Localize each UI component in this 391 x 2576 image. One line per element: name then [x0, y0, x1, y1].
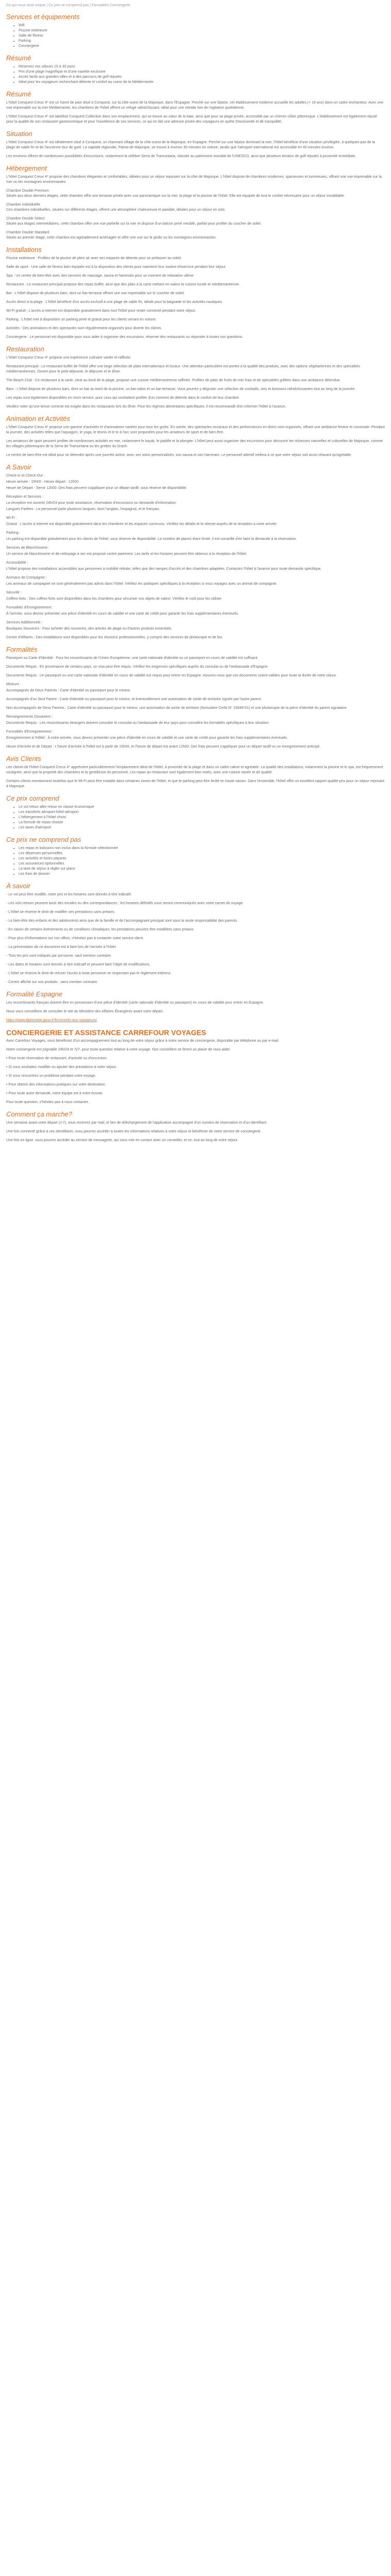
paragraph: Langues Parlées : Le personnel parle plusieurs langues, dont l'anglais, l'espagnol, et le français. [6, 507, 160, 511]
section-title: Résumé [6, 90, 31, 98]
paragraph: Les animaux de compagnie ne sont généralement pas admis dans l'hôtel. Vérifiez les politiques spécifiques à la réception si vous voyagez avec un animal de compagnie. [6, 582, 278, 586]
prix-comprend-section [6, 794, 385, 831]
paragraph: Certains clients mentionnent toutefois que le Wi-Fi peut être instable dans certaines zones de l'hôtel, et que le parking peut être limité en haute saison. Dans l'ensemble, l'hôtel offre un excellent rapport qualité-prix pour un séjour reposant à Majorque. [6, 779, 385, 788]
paragraph: Renseignements Douaniers : [6, 715, 53, 719]
paragraph: Animaux de Compagnie : [6, 576, 47, 580]
paragraph: - Tous les prix sont indiqués par personne, sauf mention contraire. [6, 954, 112, 958]
paragraph: Le centre de bien-être est idéal pour se détendre après une journée active, avec ses soins personnalisés, son sauna et son hammam. Le personnel attentif veillera à ce que votre séjour soit aussi relaxant qu'agréable. [6, 453, 352, 457]
paragraph: Accompagnés de Deux Parents : Carte d'identité ou passeport pour le mineur. [6, 689, 131, 692]
paragraph: L'hôtel Conquest Creux 4* propose une gamme d'activités et d'animations variées pour tous les goûts. En soirée, des spectacles musicaux et des performances en direct sont organisés, offrant une ambiance festive et conviviale. Pendant la journée, des activités telles que l'aquagym, le yoga, le tennis et le tir à l'arc sont proposées pour les amateurs de sport et de bien-être. [6, 426, 385, 434]
paragraph: Check-in et Check-Out : [6, 474, 45, 478]
section-title: Animation et Activités [6, 415, 70, 422]
paragraph: - Les dates et horaires sont donnés à titre indicatif et peuvent faire l'objet de modifications. [6, 963, 151, 967]
resume-list [6, 64, 385, 85]
paragraph: Bar : L'hôtel dispose de plusieurs bars, dont un bar-terrasse offrant une vue imprenable sur le coucher de soleil. [6, 292, 185, 295]
list-item: • Conciergerie [19, 44, 385, 49]
paragraph: Accès direct à la plage : L'hôtel bénéficie d'un accès exclusif à une plage de sable fin, idéale pour la baignade et les activités nautiques. [6, 300, 223, 304]
paragraph: Les clients de l'hôtel Conquest Creux 4* apprécient particulièrement l'emplacement idéal de l'hôtel, à proximité de la plage et dans un cadre calme et agréable. La qualité des installations, notamment la piscine et le spa, est fréquemment soulignée, ainsi que la propreté des chambres et la gentillesse du personnel. Les repas au restaurant sont également bien notés, avec une cuisine variée et de qualité. [6, 766, 383, 774]
room-type-title: Chambre Double Select [6, 217, 45, 221]
services-section [6, 13, 385, 49]
paragraph: Située au premier étage, cette chambre est agréablement aménagée et offre une vue sur le jardin ou les montagnes environnantes. [6, 236, 217, 240]
paragraph: - L'hôtel se réserve le droit de modifier ses prestations sans préavis. [6, 910, 116, 914]
paragraph: - Le bien-être des enfants et des adolescents ainsi que de la famille et de l'accompagnant principal sont sous la seule responsabilité des parents. [6, 919, 238, 923]
services-list [6, 23, 385, 49]
paragraph: Située aux deux derniers étages, cette chambre offre une terrasse privée avec vue panoramique sur la mer, la plage et la piscine de l'hôtel. Elle est équipée de tout le confort nécessaire pour un séjour inoubliable. [6, 194, 345, 198]
paragraph: Centre d'Affaires : Des installations sont disponibles pour les réunions professionnelles, y compris des services de photocopie et de fax. [6, 636, 223, 639]
section-title: Ce prix comprend [6, 794, 59, 802]
paragraph: Wi-Fi gratuit : L'accès à internet est disponible gratuitement dans tout l'hôtel pour rester connecté pendant votre séjour. [6, 309, 197, 313]
section-title: Restauration [6, 345, 44, 353]
section-title: Formalités [6, 646, 38, 653]
list-item: • Les frais de dossier [19, 872, 385, 877]
paragraph: Notre conciergerie est joignable 24h/24 et 7j/7, pour toute question relative à votre voyage. Nos conseillers se feront un plaisir de vous aider. [6, 1048, 231, 1052]
paragraph: L'hôtel Conquest Creux 4* est un havre de paix situé à Conquest, sur la côte ouest de la Majorque, dans l'Espagne. Perché sur une falaise, cet établissement moderne accueille les adultes (+ 16 ans) dans un cadre enchanteur. Avec une vue imprenable sur la mer Méditerranée, les chambres de l'hôtel offrent un refuge rafraîchissant, idéal pour une retraite loin de l'agitation quotidienne. [6, 101, 384, 110]
paragraph: • Pour obtenir des informations pratiques sur votre destination. [6, 1083, 106, 1087]
paragraph: L'hôtel Conquest Creux 4* est idéalement situé à Conquest, un charmant village de la côte ouest de la Majorque, en Espagne. Perché sur une falaise dominant la mer, l'hôtel bénéficie d'une situation privilégiée, à quelques pas de la plage de sable fin et de l'ancienne tour de guet. La capitale régionale, Palma de Majorque, se trouve à environ 30 minutes en voiture, tandis que l'aéroport international est accessible en 40 minutes environ. [6, 141, 375, 149]
section-title: A Savoir [6, 463, 31, 471]
paragraph: Un parking est disponible gratuitement pour les clients de l'hôtel, sous réserve de disponibilité. Le nombre de places étant limité, il est conseillé d'en faire la demande à la réservation. [6, 537, 297, 541]
paragraph: Sécurité : [6, 591, 22, 595]
paragraph: Services de Blanchisserie : [6, 546, 50, 550]
paragraph: Restaurant principal : Le restaurant buffet de l'hôtel offre une large sélection de plats internationaux et locaux. Une attention particulière est portée à la qualité des produits, avec des options végétariennes et des spécialités méditerranéennes. Ouvert pour le petit-déjeuner, le déjeuner et le dîner. [6, 365, 360, 374]
list-item: • Accès facile aux grandes villes et à des parcours de golf réputés [19, 75, 385, 80]
room-type-title: Chambre Double Premium [6, 189, 49, 193]
paragraph: L'hôtel Conquest Creux 4* propose une expérience culinaire variée et raffinée. [6, 356, 132, 360]
section-title: CONCIERGERIE ET ASSISTANCE CARREFOUR VOYAGES [6, 1028, 206, 1037]
paragraph: Wi-Fi : [6, 516, 17, 520]
paragraph: Salle de sport : Une salle de fitness bien équipée est à la disposition des clients pour maintenir leur routine d'exercice pendant leur séjour. [6, 265, 226, 269]
paragraph: Ces chambres individuelles, situées sur différents étages, offrent une atmosphère chaleureuse et paisible, idéales pour un séjour en solo. [6, 208, 226, 212]
paragraph: Parking : L'hôtel met à disposition un parking privé et gratuit pour les clients venant en voiture. [6, 318, 157, 321]
paragraph: L'hôtel Conquest Creux 4* est labellisé Conquest Collection dans son emplacement, qui se trouve au cœur de la baie, ainsi que pour sa plage privée, accessible par un chemin côtier pittoresque. L'établissement est également réputé pour la qualité de son restaurant gastronomique et pour l'excellence de ses services, ce qui en fait une adresse prisée des voyageurs en quête d'exclusivité et de tranquillité. [6, 115, 378, 124]
paragraph: Réception et Services : [6, 495, 43, 499]
situation-section [6, 130, 385, 159]
paragraph: Documents Requis : Les ressortissants étrangers doivent consulter le consulat ou l'ambassade de leur pays pour connaître les formalités spécifiques à leur situation. [6, 721, 270, 725]
paragraph: Une semaine avant votre départ (J-7), vous recevrez par mail, le lien de téléchargement de l'application accompagné d'un numéro de réservation et d'un identifiant. [6, 1121, 267, 1125]
section-title: Comment ça marche? [6, 1110, 72, 1118]
paragraph: - La présentation de ce document est à faire lors de l'arrivée à l'hôtel. [6, 945, 117, 949]
paragraph: - En raison de certains évènements ou de conditions climatiques, les prestations peuvent être modifiées sans préavis. [6, 928, 194, 931]
paragraph: À l'arrivée, vous devrez présenter une pièce d'identité en cours de validité et une carte de crédit pour garantir les frais supplémentaires éventuels. [6, 612, 239, 616]
section-title: Formalité Espagne [6, 990, 63, 998]
section-title: Installations [6, 246, 42, 253]
paragraph: Bars : L'hôtel dispose de plusieurs bars, dont un bar au bord de la piscine, un bar-salon et un bar-terrasse. Vous pourrez y déguster une sélection de cocktails, vins et boissons rafraîchissantes tout au long de la journée. [6, 387, 356, 391]
prix-ne-comprend-section [6, 836, 385, 877]
conciergerie-section [6, 1028, 385, 1105]
paragraph: - L'hôtel se réserve le droit de refuser l'accès à toute personne ne respectant pas le règlement intérieur. [6, 972, 172, 975]
paragraph: • Si vous souhaitez modifier ou ajouter des prestations à votre séjour. [6, 1065, 117, 1069]
paragraph: Heure arrivée : 15h00 - Heure départ : 12h00. [6, 480, 80, 484]
paragraph: Heure d'Arrivée et de Départ : L'heure d'arrivée à l'hôtel est à partir de 15h00, et l'heure de départ est avant 12h00. Des frais peuvent s'appliquer pour un départ tardif ou un enregistrement anticipé. [6, 745, 321, 749]
breadcrumb-item[interactable]: Ce qui nous rend unique [6, 4, 46, 7]
section-title: Résumé [6, 54, 31, 62]
paragraph: Veuillez noter qu'une tenue correcte est exigée dans les restaurants lors du dîner. Pour les régimes alimentaires spécifiques, il est recommandé d'en informer l'hôtel à l'avance. [6, 405, 286, 409]
hebergement-section [6, 164, 385, 241]
list-item: • Les dépenses personnelles [19, 851, 385, 856]
paragraph: Située aux étages intermédiaires, cette chambre offre une vue partielle sur la mer et dispose d'un balcon privé meublé, parfait pour profiter du coucher de soleil. [6, 222, 262, 226]
paragraph: The Beach Club : Ce restaurant à la carte, situé au bord de la plage, propose une cuisine méditerranéenne raffinée. Profitez de plats de fruits de mer frais et de spécialités grillées dans une ambiance détendue. [6, 379, 341, 382]
paragraph: • Pour toute réservation de restaurant, d'activité ou d'excursion. [6, 1057, 108, 1060]
paragraph: Activités : Des animations et des spectacles sont régulièrement organisés pour divertir les clients. [6, 327, 162, 330]
section-title: Services et équipements [6, 13, 80, 21]
paragraph: Nous vous conseillons de consulter le site du Ministère des Affaires Étrangères avant votre départ. [6, 1010, 164, 1013]
section-title: Ce prix ne comprend pas [6, 836, 82, 843]
paragraph: Une fois connecté grâce à ces identifiants, vous pourrez accéder à toutes les informations relatives à votre séjour et bénéficier de notre service de conciergerie. [6, 1130, 262, 1133]
avis-clients-section [6, 755, 385, 789]
paragraph: - Le vol peut être modifié, notre prix et les horaires sont donnés à titre indicatif. [6, 893, 132, 896]
a-savoir-2-section [6, 882, 385, 985]
paragraph: - Pour plus d'informations sur nos offres, n'hésitez pas à contacter notre service client. [6, 937, 144, 940]
paragraph: L'hôtel Conquest Creux 4* propose des chambres élégantes et confortables, idéales pour un séjour reposant sur la côte de Majorque. L'hôtel dispose de chambres modernes, spacieuses et lumineuses, offrant une vue imprenable sur la mer ou les montagnes environnantes. [6, 175, 382, 184]
list-item: • Piscine extérieure [19, 28, 385, 33]
paragraph: Documents Requis : En provenance de certains pays, un visa peut être requis. Vérifiez les exigences spécifiques auprès du consulat ou de l'ambassade d'Espagne. [6, 665, 269, 669]
paragraph: Non Accompagnés de Deux Parents : Carte d'identité ou passeport pour le mineur, une autorisation de sortie de territoire (formulaire Cerfa N° 15646*01) et une photocopie de la pièce d'identité du parent signataire. [6, 706, 348, 710]
paragraph: Accessibilité : [6, 561, 28, 565]
list-item: • Réservez vos séjours 15 à 30 jours [19, 64, 385, 70]
restauration-section [6, 345, 385, 410]
list-item: • Le vol retour aller-retour en classe économique [19, 805, 385, 810]
paragraph: Services Additionnels : [6, 621, 43, 624]
paragraph: Les environs offrent de nombreuses possibilités d'excursions, notamment la célèbre Serra de Tramuntana, classée au patrimoine mondial de l'UNESCO, ainsi que plusieurs terrains de golf réputés à proximité immédiate. [6, 155, 356, 158]
section-title: Situation [6, 130, 32, 138]
section-title: Avis Clients [6, 755, 41, 762]
breadcrumb-item[interactable]: Ce prix ne comprend pas [48, 4, 89, 7]
breadcrumb: Ce qui nous rend unique | Ce prix ne comprend pas | Formalités Conciergerie [6, 4, 131, 7]
paragraph: Restaurant : Le restaurant principal propose des repas buffet, ainsi que des plats à la carte mettant en valeur la cuisine locale et méditerranéenne. [6, 283, 240, 286]
paragraph: Heure de Départ - Servir 12h00. Des frais peuvent s'appliquer pour un départ tardif, sous réserve de disponibilité. [6, 486, 187, 490]
list-item: • Les activités et loisirs payants [19, 856, 385, 861]
paragraph: Piscine extérieure : Profitez de la piscine de plein air avec ses espaces de détente pour se prélasser au soleil. [6, 257, 182, 260]
list-item: • Salle de fitness [19, 33, 385, 39]
paragraph: Parking : [6, 531, 21, 535]
paragraph: Les amateurs de sport peuvent profiter de nombreuses activités en mer, notamment le kayak, le paddle et la plongée. L'hôtel peut aussi organiser des excursions pour découvrir les richesses naturelles et culturelles de Majorque, comme les villages pittoresques de la Serra de Tramuntana ou les grottes du Drach. [6, 439, 383, 448]
list-item: • Prix d'une plage magnifique et d'une navette exclusive [19, 70, 385, 75]
paragraph: Enregistrement à l'Hôtel : À votre arrivée, vous devrez présenter une pièce d'identité en cours de validité et une carte de crédit pour garantir les frais supplémentaires éventuels. [6, 736, 288, 740]
formalite-espagne-section [6, 990, 385, 1023]
paragraph: • Si vous rencontrez un problème pendant votre voyage. [6, 1074, 96, 1078]
breadcrumb-item[interactable]: Formalités Conciergerie [91, 4, 131, 7]
paragraph: Une fois en ligne, vous pourrez accéder au service de messagerie, qui vous met en contact avec un conseiller, et ce, tout au long de votre séjour. [6, 1139, 238, 1142]
list-item: • Les taxes d'aéroport [19, 825, 385, 831]
paragraph: Accompagnés d'un Seul Parent : Carte d'identité ou passeport pour le mineur, et éventuellement une autorisation de sortie de territoire signée par l'autre parent. [6, 698, 262, 701]
paragraph: Passeport ou Carte d'Identité : Pour les ressortissants de l'Union Européenne, une carte nationale d'identité ou un passeport en cours de validité est suffisant. [6, 656, 258, 660]
list-item: • La formule de repas choisie [19, 820, 385, 825]
paragraph: La réception est ouverte 24h/24 pour toute assistance, réservation d'excursions ou demande d'information. [6, 501, 177, 505]
paragraph: Les repas sont également disponibles en room service, pour ceux qui souhaitent profiter d'un moment de détente dans le confort de leur chambre. [6, 396, 240, 400]
paragraph: L'hôtel propose des installations accessibles aux personnes à mobilité réduite, telles que des rampes d'accès et des chambres adaptées. Contactez l'hôtel à l'avance pour toute demande spécifique. [6, 567, 322, 571]
page-content [0, 0, 391, 1143]
paragraph: Mineurs : [6, 683, 21, 686]
paragraph: Documents Requis : Un passeport ou une carte nationale d'identité en cours de validité est requis pour entrer en Espagne. Assurez-vous que vos documents soient valides pour toute la durée de votre séjour. [6, 674, 337, 677]
prix-ne-comprend-list [6, 846, 385, 877]
paragraph: Gratuit : L'accès à internet est disponible gratuitement dans les chambres et les espaces communs. Vérifiez les détails et la vitesse auprès de la réception à votre arrivée. [6, 522, 278, 526]
section-title: À savoir [6, 882, 30, 890]
paragraph: Avec Carrefour Voyages, vous bénéficiez d'un accompagnement tout au long de votre séjour grâce à notre service de conciergerie, disponible par téléphone ou par e-mail. [6, 1039, 280, 1043]
list-item: • La taxe de séjour à régler sur place [19, 867, 385, 872]
paragraph: Spa : Un centre de bien-être avec des services de massage, sauna et hammam pour un moment de relaxation ultime. [6, 274, 194, 278]
paragraph: • Pour toute autre demande, notre équipe est à votre écoute. [6, 1092, 104, 1095]
paragraph: - Les vols retours peuvent avoir des escales ou des correspondances ; les horaires définitifs vous seront communiqués avec votre carnet de voyage. [6, 902, 244, 905]
room-type-title: Chambre Double Standard [6, 231, 50, 234]
list-item: • Idéal pour les voyageurs recherchant détente et confort au coeur de la Méditerranée [19, 80, 385, 85]
list-item: • Wifi [19, 23, 385, 28]
list-item: • Parking [19, 39, 385, 44]
list-item: • Les transferts aéroport-hôtel-aéroport [19, 810, 385, 815]
section-title: Hébergement [6, 164, 47, 172]
paragraph: Formalités d'Enregistrement : [6, 730, 54, 734]
list-item: • Les assurances optionnelles [19, 861, 385, 867]
paragraph: Conciergerie : Le personnel est disponible pour vous aider à organiser des excursions, réserver des restaurants ou répondre à toutes vos questions. [6, 335, 243, 339]
room-type-title: Chambre Individuelle [6, 203, 40, 207]
paragraph: Coffres-forts : Des coffres-forts sont disponibles dans les chambres pour sécuriser vos objets de valeur. Vérifiez le coût pour les utiliser. [6, 597, 222, 601]
paragraph: Pour toute question, n'hésitez pas à nous contacter. [6, 1100, 89, 1104]
installations-section [6, 246, 385, 340]
list-item: • Les repas et boissons non inclus dans la formule sélectionnée [19, 846, 385, 851]
diplomatie-link[interactable]: https://www.diplomatie.gouv.fr/fr/conseils-aux-voyageurs/ [6, 1019, 97, 1022]
paragraph: - Centre affiché sur nos produits : sans mention contraire [6, 980, 97, 984]
formalites-section [6, 646, 385, 750]
paragraph: Un service de blanchisserie et de nettoyage à sec est proposé contre paiement. Les tarifs et les horaires peuvent être obtenus à la réception de l'hôtel. [6, 552, 247, 556]
resume-bullets-section [6, 54, 385, 85]
list-item: • L'hébergement à l'hôtel choisi [19, 815, 385, 820]
comment-marche-section [6, 1110, 385, 1143]
resume-section [6, 90, 385, 125]
a-savoir-section [6, 463, 385, 640]
prix-comprend-list [6, 805, 385, 831]
paragraph: Boutiques Souvenirs : Pour acheter des souvenirs, des articles de plage ou d'autres produits essentiels. [6, 627, 172, 631]
paragraph: Les ressortissants français doivent être en possession d'une pièce d'identité (carte nationale d'identité ou passeport) en cours de validité pour entrer en Espagne. [6, 1001, 264, 1005]
animation-section [6, 415, 385, 458]
paragraph: Formalités d'Enregistrement : [6, 606, 54, 609]
